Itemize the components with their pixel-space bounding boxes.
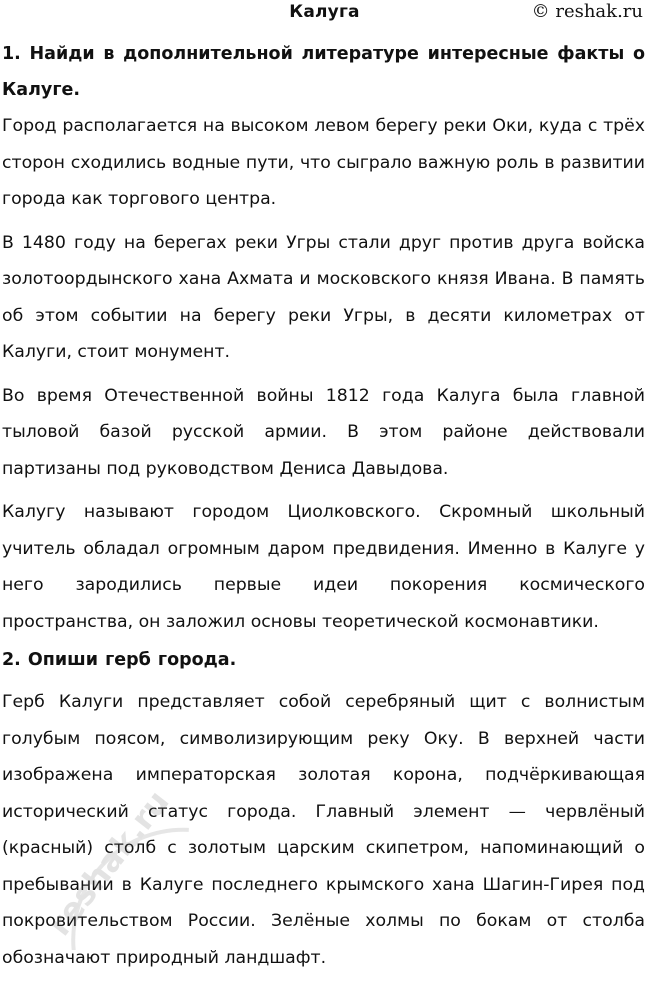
watermark-text: reshak.ru [40, 783, 177, 943]
answer-paragraph-1: Город располагается на высоком левом берегу реки Оки, куда с трёх сторон сходились водные пути, что сыграло важную роль в развитии города как торгового центра. [2, 116, 645, 209]
site-credit[interactable]: © reshak.ru [531, 1, 643, 22]
coat-of-arms-description: Герб Калуги представляет собой серебряный щит с волнистым голубым поясом, символизирующим реку Оку. В верхней части изображена императорская золотая корона, подчёркивающая исторический статус города. Главный элемент — червлёный (красный) столб с золотым царским скипетром, напоминающий о пребывании в Калуге последнего крымского хана Шагин-Гирея под покровительством России. Зелёные холмы по бокам от столба обозначают природный ландшафт. [2, 692, 645, 968]
page-title: Калуга [289, 2, 360, 22]
answer-paragraph-3: Во время Отечественной войны 1812 года Калуга была главной тыловой базой русской армии. В этом районе действовали партизаны под руководством Дениса Давыдова. [2, 385, 645, 479]
page-header [0, 0, 649, 26]
question-2: 2. Опиши герб города. [2, 650, 237, 670]
document-body [2, 36, 645, 983]
question-1: 1. Найди в дополнительной литературе интересные факты о Калуге. [2, 44, 645, 100]
answer-paragraph-2: В 1480 году на берегах реки Угры стали друг против друга войска золотоордынского хана Ахмата и московского князя Ивана. В память об этом событии на берегу реки Угры, в десяти километрах от Калуги, стоит монумент. [2, 232, 645, 362]
answer-paragraph-4: Калугу называют городом Циолковского. Скромный школьный учитель обладал огромным даром предвидения. Именно в Калуге у него зародились первые идеи покорения космического пространства, он заложил основы теоретической космонавтики. [2, 502, 645, 632]
